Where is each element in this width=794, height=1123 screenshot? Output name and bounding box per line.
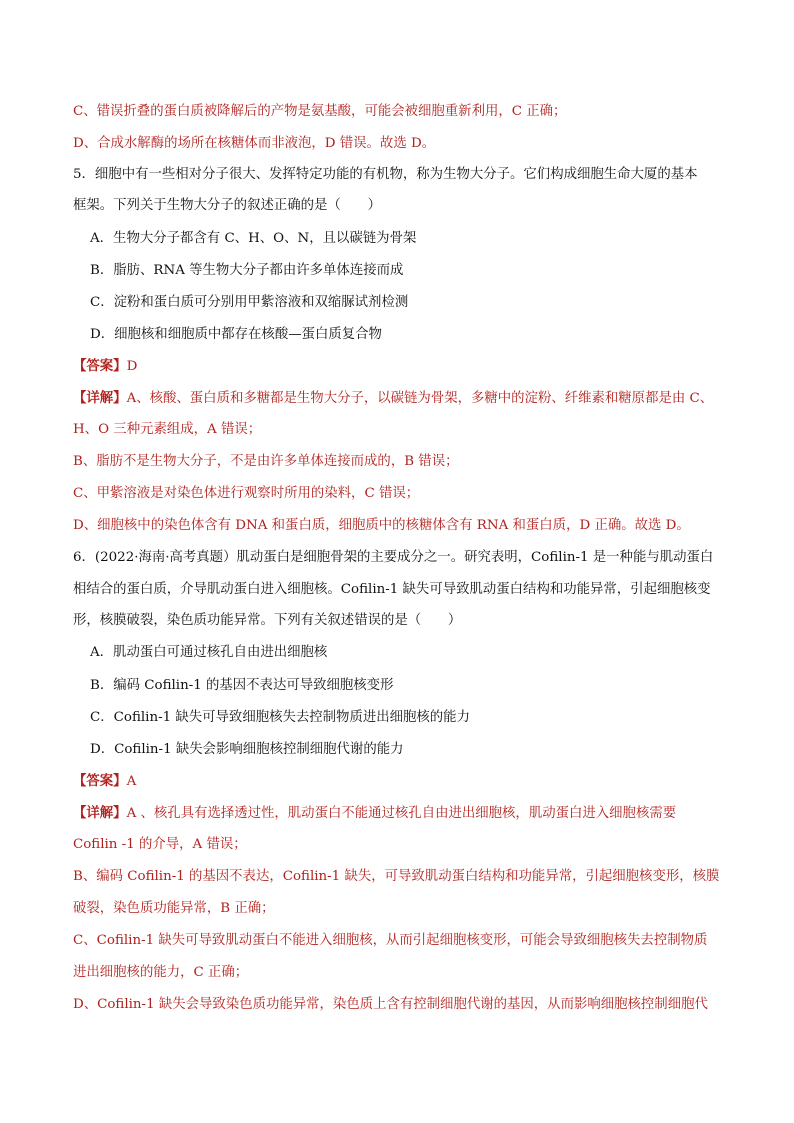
explanation-line: B、脂肪不是生物大分子，不是由许多单体连接而成的，B 错误；: [73, 454, 459, 469]
explanation-line: 进出细胞核的能力，C 正确；: [73, 965, 249, 980]
detail-text: A、核酸、蛋白质和多糖都是生物大分子，以碳链为骨架，多糖中的淀粉、纤维素和糖原都是由 C、: [126, 391, 714, 406]
detail-text: A 、核孔具有选择透过性，肌动蛋白不能通过核孔自由进出细胞核，肌动蛋白进入细胞核需要: [126, 806, 677, 821]
detail-tag: 【详解】: [73, 390, 127, 406]
explanation-line: C、甲紫溶液是对染色体进行观察时所用的染料，C 错误；: [73, 486, 420, 501]
question-6-stem: 形，核膜破裂，染色质功能异常。下列有关叙述错误的是（ ）: [73, 613, 462, 628]
question-6-option-d: D．Cofilin-1 缺失会影响细胞核控制细胞代谢的能力: [90, 742, 404, 757]
question-6-option-a: A．肌动蛋白可通过核孔自由进出细胞核: [90, 645, 328, 660]
question-6-option-b: B．编码 Cofilin-1 的基因不表达可导致细胞核变形: [90, 678, 394, 693]
explanation-line: D、Cofilin-1 缺失会导致染色质功能异常，染色质上含有控制细胞代谢的基因，从而影响细胞核控制细胞代: [73, 997, 708, 1012]
explanation-line: C、错误折叠的蛋白质被降解后的产物是氨基酸，可能会被细胞重新利用，C 正确；: [73, 104, 567, 119]
answer-value: A: [126, 774, 137, 789]
explanation-line: 破裂，染色质功能异常，B 正确；: [73, 901, 275, 916]
answer-line: [73, 356, 137, 377]
question-5-option-c: C．淀粉和蛋白质可分别用甲紫溶液和双缩脲试剂检测: [90, 295, 409, 310]
question-5-option-d: D．细胞核和细胞质中都存在核酸—蛋白质复合物: [90, 327, 382, 342]
explanation-line: C、Cofilin-1 缺失可导致肌动蛋白不能进入细胞核，从而引起细胞核变形，可能会导致细胞核失去控制物质: [73, 933, 708, 948]
detail-line: [73, 388, 713, 409]
answer-tag: 【答案】: [73, 358, 127, 374]
question-5-stem: 5．细胞中有一些相对分子很大、发挥特定功能的有机物，称为生物大分子。它们构成细胞生命大厦的基本: [73, 167, 698, 182]
question-6-stem: 相结合的蛋白质，介导肌动蛋白进入细胞核。Cofilin-1 缺失可导致肌动蛋白结构和功能异常，引起细胞核变: [73, 582, 711, 597]
explanation-line: B、编码 Cofilin-1 的基因不表达，Cofilin-1 缺失，可导致肌动蛋白结构和功能异常，引起细胞核变形，核膜: [73, 869, 720, 884]
question-5-stem: 框架。下列关于生物大分子的叙述正确的是（ ）: [73, 198, 381, 213]
answer-value: D: [126, 359, 138, 374]
question-6-option-c: C．Cofilin-1 缺失可导致细胞核失去控制物质进出细胞核的能力: [90, 710, 470, 725]
explanation-line: H、O 三种元素组成，A 错误；: [73, 422, 262, 437]
explanation-line: Cofilin -1 的介导，A 错误；: [73, 837, 247, 852]
explanation-line: D、合成水解酶的场所在核糖体而非液泡，D 错误。故选 D。: [73, 136, 436, 151]
detail-line: [73, 803, 676, 824]
question-5-option-a: A．生物大分子都含有 C、H、O、N，且以碳链为骨架: [90, 231, 417, 246]
question-5-option-b: B．脂肪、RNA 等生物大分子都由许多单体连接而成: [90, 263, 404, 278]
explanation-line: D、细胞核中的染色体含有 DNA 和蛋白质，细胞质中的核糖体含有 RNA 和蛋白质，D 正确。故选 D。: [73, 518, 690, 533]
detail-tag: 【详解】: [73, 805, 127, 821]
answer-line: [73, 771, 136, 792]
answer-tag: 【答案】: [73, 773, 127, 789]
question-6-stem: 6．(2022·海南·高考真题）肌动蛋白是细胞骨架的主要成分之一。研究表明，Cofilin-1 是一种能与肌动蛋白: [73, 550, 714, 565]
